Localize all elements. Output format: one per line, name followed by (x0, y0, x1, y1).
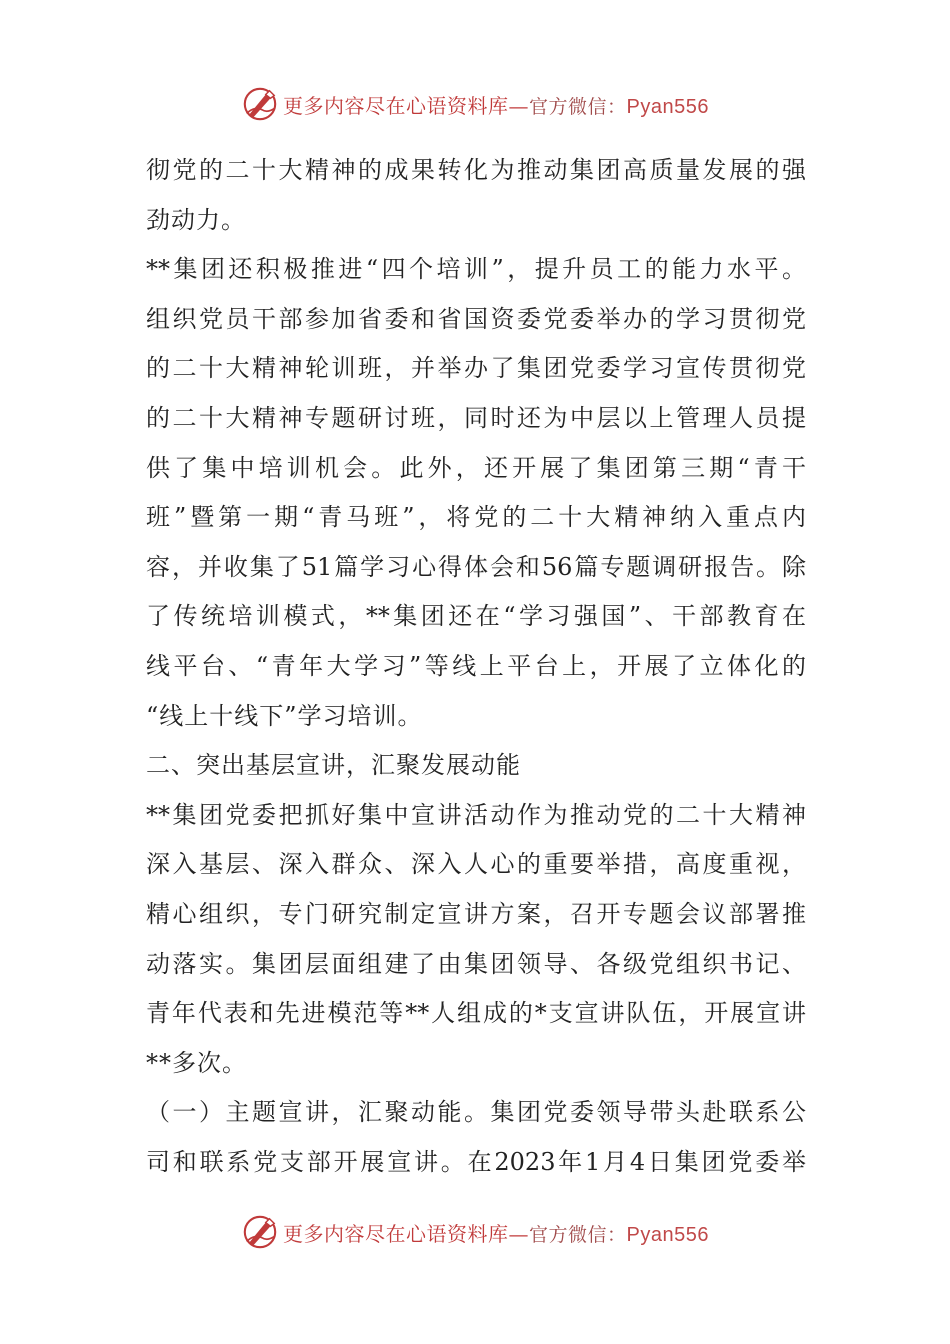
watermark-site-text: 更多内容尽在心语资料库 (283, 1221, 509, 1246)
body-line: “线上十线下”学习培训。 (146, 701, 423, 730)
watermark-wechat-label: 官方微信： (529, 1223, 627, 1246)
watermark-text (283, 90, 709, 119)
body-line: 动落实。集团层面组建了由集团领导、各级党组织书记、 (146, 949, 806, 978)
body-line: 劲动力。 (146, 205, 246, 234)
body-line: 了传统培训模式，**集团还在“学习强国”、干部教育在 (146, 602, 806, 631)
watermark-site-text: 更多内容尽在心语资料库 (283, 93, 509, 118)
body-line: 深入基层、深入群众、深入人心的重要举措，高度重视， (146, 850, 806, 879)
watermark-separator: — (508, 93, 529, 118)
body-line: 班”暨第一期“青马班”，将党的二十大精神纳入重点内 (146, 503, 806, 532)
body-line: 青年代表和先进模范等**人组成的*支宣讲队伍，开展宣讲 (146, 999, 806, 1028)
document-body (146, 146, 806, 1187)
body-line: 精心组织，专门研究制定宣讲方案，召开专题会议部署推 (146, 899, 806, 928)
footer-watermark (0, 1210, 950, 1254)
watermark-text (283, 1218, 709, 1247)
body-line: 的二十大精神专题研讨班，同时还为中层以上管理人员提 (146, 403, 806, 432)
pen-nib-circle-icon (241, 85, 279, 123)
header-watermark (0, 82, 950, 126)
watermark-wechat-label: 官方微信： (529, 95, 627, 118)
body-line: 司和联系党支部开展宣讲。在2023年1月4日集团党委举 (146, 1147, 806, 1176)
body-line: 组织党员干部参加省委和省国资委党委举办的学习贯彻党 (146, 304, 806, 333)
pen-nib-circle-icon (241, 1213, 279, 1251)
watermark-separator: — (508, 1221, 529, 1246)
body-line: 线平台、“青年大学习”等线上平台上，开展了立体化的 (146, 651, 806, 680)
body-line: **集团还积极推进“四个培训”，提升员工的能力水平。 (146, 255, 806, 284)
body-line: 彻党的二十大精神的成果转化为推动集团高质量发展的强 (146, 156, 806, 184)
body-line: **集团党委把抓好集中宣讲活动作为推动党的二十大精神 (146, 800, 806, 829)
body-line: **多次。 (146, 1048, 247, 1077)
body-line: （一）主题宣讲，汇聚动能。集团党委领导带头赴联系公 (146, 1098, 806, 1127)
body-line: 容，并收集了51篇学习心得体会和56篇专题调研报告。除 (146, 552, 806, 581)
body-line: 的二十大精神轮训班，并举办了集团党委学习宣传贯彻党 (146, 354, 806, 383)
section-heading: 二、突出基层宣讲，汇聚发展动能 (146, 751, 521, 780)
watermark-wechat-id: Pyan556 (626, 1223, 709, 1246)
watermark-wechat-id: Pyan556 (626, 95, 709, 118)
body-line: 供了集中培训机会。此外，还开展了集团第三期“青干 (146, 453, 806, 482)
